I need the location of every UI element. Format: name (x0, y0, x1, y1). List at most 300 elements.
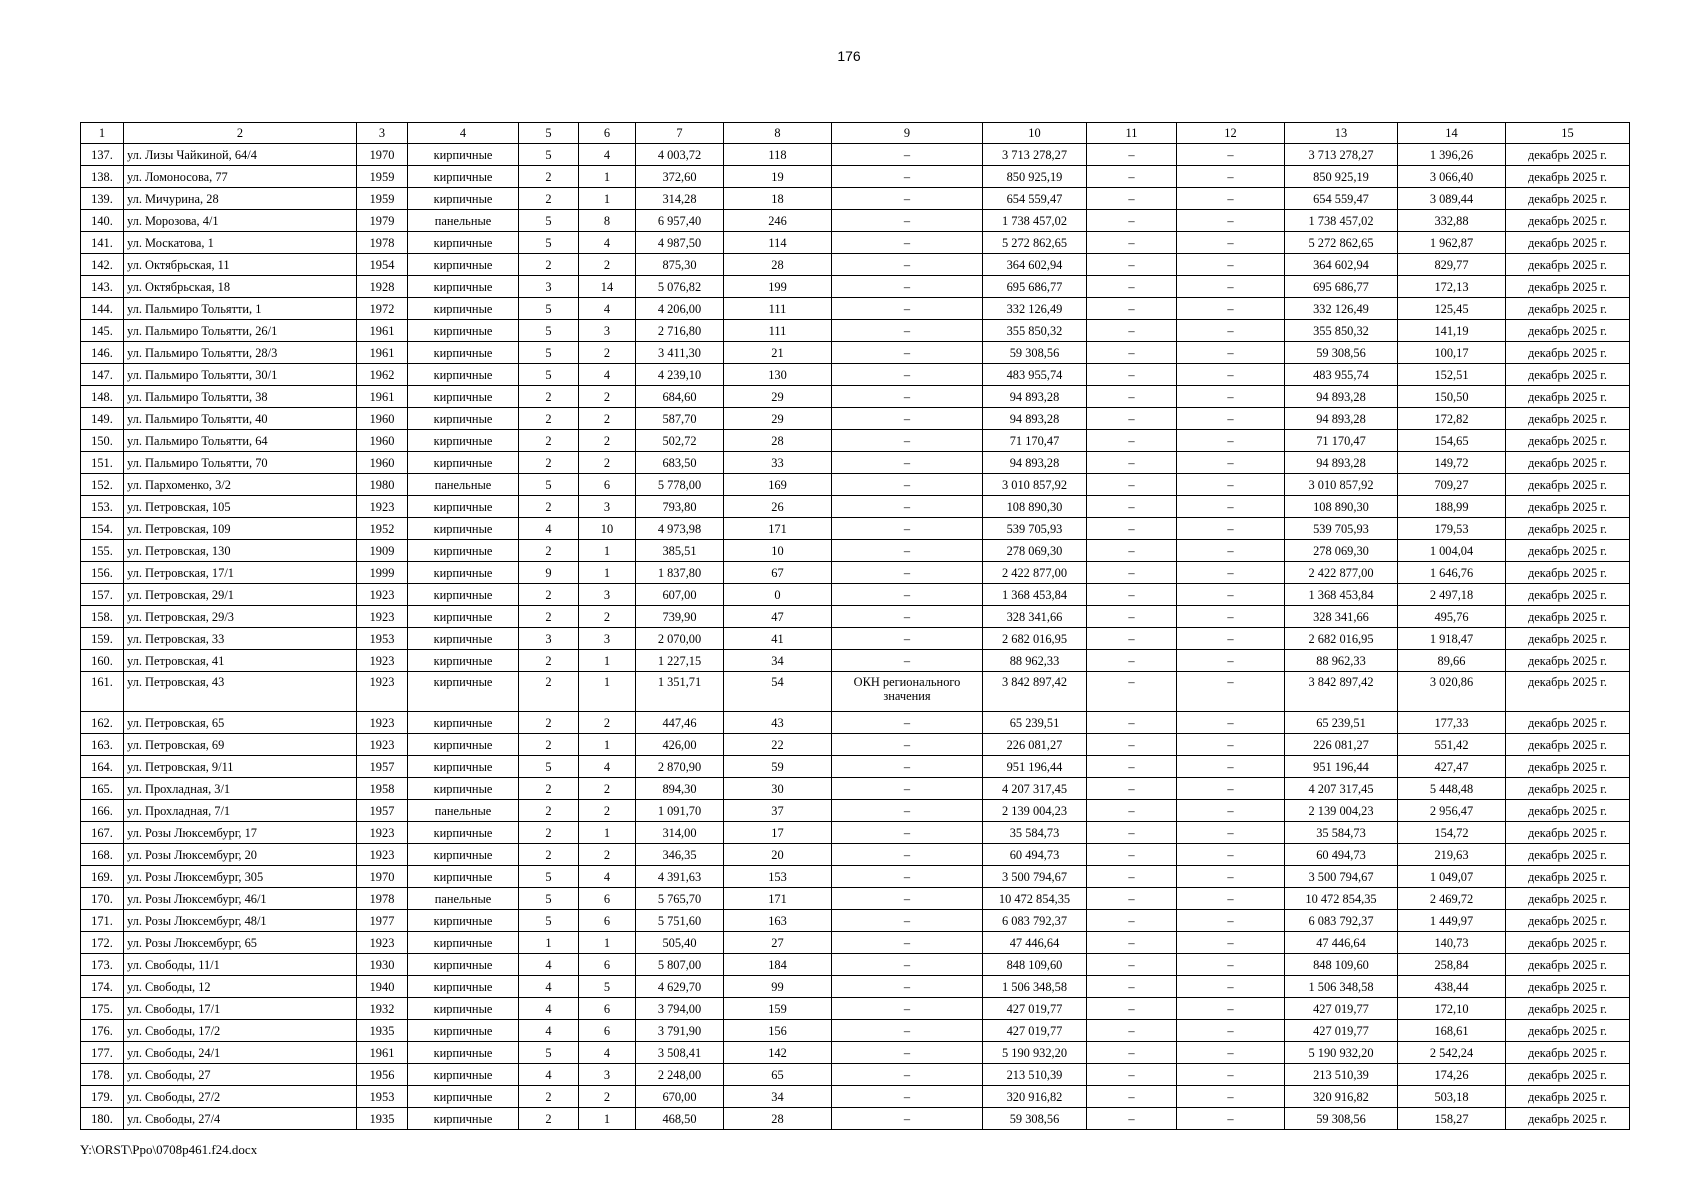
table-cell-col-5: 4 (519, 518, 579, 540)
table-cell-col-10: 94 893,28 (983, 452, 1087, 474)
table-cell-col-14: 140,73 (1398, 932, 1506, 954)
table-cell-col-7: 5 778,00 (636, 474, 724, 496)
table-cell-col-8: 34 (724, 1086, 832, 1108)
table-cell-col-3: 1953 (357, 628, 408, 650)
table-row (81, 430, 1630, 452)
table-cell-col-7: 2 870,90 (636, 756, 724, 778)
table-row (81, 910, 1630, 932)
table-cell-col-6: 2 (579, 606, 636, 628)
table-cell-col-9: – (832, 320, 983, 342)
table-cell-col-3: 1962 (357, 364, 408, 386)
table-cell-col-10: 850 925,19 (983, 166, 1087, 188)
table-cell-col-15: декабрь 2025 г. (1506, 210, 1630, 232)
table-cell-col-8: 199 (724, 276, 832, 298)
table-cell-col-2: ул. Пальмиро Тольятти, 40 (124, 408, 357, 430)
table-cell-col-10: 427 019,77 (983, 998, 1087, 1020)
table-cell-col-15: декабрь 2025 г. (1506, 166, 1630, 188)
table-cell-col-6: 2 (579, 1086, 636, 1108)
table-cell-col-14: 172,82 (1398, 408, 1506, 430)
table-cell-col-7: 793,80 (636, 496, 724, 518)
table-cell-col-10: 355 850,32 (983, 320, 1087, 342)
table-cell-col-5: 2 (519, 166, 579, 188)
table-cell-col-7: 3 791,90 (636, 1020, 724, 1042)
table-cell-col-15: декабрь 2025 г. (1506, 430, 1630, 452)
table-cell-col-9: – (832, 408, 983, 430)
table-cell-col-4: кирпичные (408, 452, 519, 474)
table-cell-col-6: 4 (579, 756, 636, 778)
table-cell-col-11: – (1087, 144, 1177, 166)
table-cell-col-14: 258,84 (1398, 954, 1506, 976)
table-cell-col-12: – (1177, 672, 1285, 712)
table-cell-col-4: кирпичные (408, 342, 519, 364)
table-cell-col-15: декабрь 2025 г. (1506, 844, 1630, 866)
table-cell-col-1: 165. (81, 778, 124, 800)
table-row (81, 756, 1630, 778)
table-cell-col-14: 1 449,97 (1398, 910, 1506, 932)
table-cell-col-13: 5 190 932,20 (1285, 1042, 1398, 1064)
table-row (81, 1064, 1630, 1086)
table-cell-col-1: 154. (81, 518, 124, 540)
table-cell-col-2: ул. Петровская, 9/11 (124, 756, 357, 778)
table-cell-col-13: 3 010 857,92 (1285, 474, 1398, 496)
table-cell-col-3: 1923 (357, 822, 408, 844)
table-cell-col-7: 607,00 (636, 584, 724, 606)
table-cell-col-12: – (1177, 188, 1285, 210)
table-cell-col-13: 1 738 457,02 (1285, 210, 1398, 232)
table-cell-col-3: 1953 (357, 1086, 408, 1108)
table-cell-col-10: 5 190 932,20 (983, 1042, 1087, 1064)
table-cell-col-2: ул. Лизы Чайкиной, 64/4 (124, 144, 357, 166)
table-cell-col-5: 2 (519, 188, 579, 210)
table-cell-col-11: – (1087, 1086, 1177, 1108)
table-cell-col-9: – (832, 540, 983, 562)
table-cell-col-6: 8 (579, 210, 636, 232)
table-cell-col-2: ул. Пальмиро Тольятти, 1 (124, 298, 357, 320)
table-cell-col-5: 2 (519, 1086, 579, 1108)
table-row (81, 166, 1630, 188)
table-cell-col-5: 4 (519, 1020, 579, 1042)
table-cell-col-3: 1960 (357, 430, 408, 452)
table-cell-col-2: ул. Пальмиро Тольятти, 28/3 (124, 342, 357, 364)
table-cell-col-9: – (832, 232, 983, 254)
table-cell-col-1: 148. (81, 386, 124, 408)
table-cell-col-4: кирпичные (408, 606, 519, 628)
table-cell-col-11: – (1087, 474, 1177, 496)
table-cell-col-9: – (832, 1064, 983, 1086)
table-cell-col-2: ул. Петровская, 29/1 (124, 584, 357, 606)
table-cell-col-11: – (1087, 386, 1177, 408)
table-cell-col-11: – (1087, 822, 1177, 844)
table-cell-col-11: – (1087, 628, 1177, 650)
table-cell-col-15: декабрь 2025 г. (1506, 888, 1630, 910)
table-cell-col-13: 3 842 897,42 (1285, 672, 1398, 712)
table-cell-col-4: панельные (408, 888, 519, 910)
table-cell-col-13: 1 506 348,58 (1285, 976, 1398, 998)
table-cell-col-12: – (1177, 364, 1285, 386)
table-cell-col-8: 29 (724, 408, 832, 430)
table-cell-col-9: – (832, 756, 983, 778)
table-cell-col-14: 1 004,04 (1398, 540, 1506, 562)
table-cell-col-5: 2 (519, 430, 579, 452)
table-cell-col-5: 4 (519, 976, 579, 998)
table-cell-col-2: ул. Розы Люксембург, 65 (124, 932, 357, 954)
table-cell-col-8: 26 (724, 496, 832, 518)
table-cell-col-13: 94 893,28 (1285, 408, 1398, 430)
column-header-3: 3 (357, 123, 408, 144)
table-cell-col-5: 2 (519, 650, 579, 672)
table-cell-col-1: 150. (81, 430, 124, 452)
table-cell-col-11: – (1087, 408, 1177, 430)
table-cell-col-8: 34 (724, 650, 832, 672)
table-cell-col-8: 29 (724, 386, 832, 408)
table-cell-col-6: 1 (579, 932, 636, 954)
table-cell-col-7: 875,30 (636, 254, 724, 276)
table-cell-col-9: – (832, 364, 983, 386)
table-cell-col-11: – (1087, 910, 1177, 932)
table-cell-col-12: – (1177, 866, 1285, 888)
table-cell-col-4: кирпичные (408, 672, 519, 712)
table-cell-col-4: кирпичные (408, 976, 519, 998)
table-cell-col-15: декабрь 2025 г. (1506, 474, 1630, 496)
table-cell-col-6: 3 (579, 1064, 636, 1086)
table-cell-col-6: 4 (579, 232, 636, 254)
table-cell-col-9: – (832, 910, 983, 932)
table-cell-col-1: 166. (81, 800, 124, 822)
table-row (81, 276, 1630, 298)
table-cell-col-14: 177,33 (1398, 712, 1506, 734)
table-row (81, 998, 1630, 1020)
table-cell-col-10: 2 422 877,00 (983, 562, 1087, 584)
column-header-2: 2 (124, 123, 357, 144)
table-cell-col-9: – (832, 888, 983, 910)
table-cell-col-2: ул. Пальмиро Тольятти, 30/1 (124, 364, 357, 386)
table-row (81, 1108, 1630, 1130)
table-cell-col-15: декабрь 2025 г. (1506, 954, 1630, 976)
table-cell-col-15: декабрь 2025 г. (1506, 932, 1630, 954)
table-cell-col-13: 332 126,49 (1285, 298, 1398, 320)
column-header-1: 1 (81, 123, 124, 144)
table-cell-col-15: декабрь 2025 г. (1506, 386, 1630, 408)
column-header-15: 15 (1506, 123, 1630, 144)
table-cell-col-14: 152,51 (1398, 364, 1506, 386)
table-cell-col-7: 670,00 (636, 1086, 724, 1108)
table-cell-col-3: 1959 (357, 188, 408, 210)
table-cell-col-13: 320 916,82 (1285, 1086, 1398, 1108)
table-cell-col-9: – (832, 650, 983, 672)
table-cell-col-12: – (1177, 606, 1285, 628)
table-cell-col-5: 2 (519, 408, 579, 430)
table-cell-col-15: декабрь 2025 г. (1506, 734, 1630, 756)
table-cell-col-5: 5 (519, 888, 579, 910)
table-cell-col-1: 163. (81, 734, 124, 756)
table-cell-col-10: 3 713 278,27 (983, 144, 1087, 166)
table-cell-col-9: ОКН регионального значения (832, 672, 983, 712)
table-cell-col-13: 213 510,39 (1285, 1064, 1398, 1086)
table-cell-col-8: 28 (724, 430, 832, 452)
table-cell-col-15: декабрь 2025 г. (1506, 1108, 1630, 1130)
table-cell-col-4: кирпичные (408, 276, 519, 298)
table-cell-col-15: декабрь 2025 г. (1506, 232, 1630, 254)
table-cell-col-7: 3 411,30 (636, 342, 724, 364)
table-cell-col-1: 170. (81, 888, 124, 910)
table-cell-col-2: ул. Розы Люксембург, 305 (124, 866, 357, 888)
column-header-11: 11 (1087, 123, 1177, 144)
table-cell-col-12: – (1177, 1108, 1285, 1130)
table-cell-col-2: ул. Свободы, 11/1 (124, 954, 357, 976)
table-cell-col-10: 65 239,51 (983, 712, 1087, 734)
table-cell-col-12: – (1177, 756, 1285, 778)
table-row (81, 540, 1630, 562)
table-row (81, 320, 1630, 342)
table-cell-col-14: 709,27 (1398, 474, 1506, 496)
table-cell-col-3: 1928 (357, 276, 408, 298)
table-row (81, 734, 1630, 756)
table-cell-col-11: – (1087, 430, 1177, 452)
table-cell-col-14: 1 646,76 (1398, 562, 1506, 584)
table-cell-col-15: декабрь 2025 г. (1506, 276, 1630, 298)
table-cell-col-1: 173. (81, 954, 124, 976)
table-cell-col-7: 4 003,72 (636, 144, 724, 166)
table-cell-col-8: 246 (724, 210, 832, 232)
table-cell-col-12: – (1177, 342, 1285, 364)
table-cell-col-14: 332,88 (1398, 210, 1506, 232)
table-cell-col-9: – (832, 144, 983, 166)
table-cell-col-13: 850 925,19 (1285, 166, 1398, 188)
table-cell-col-15: декабрь 2025 г. (1506, 778, 1630, 800)
table-cell-col-2: ул. Октябрьская, 11 (124, 254, 357, 276)
table-cell-col-13: 427 019,77 (1285, 998, 1398, 1020)
table-cell-col-9: – (832, 712, 983, 734)
table-cell-col-7: 5 751,60 (636, 910, 724, 932)
table-cell-col-12: – (1177, 276, 1285, 298)
table-cell-col-6: 4 (579, 144, 636, 166)
table-cell-col-10: 1 738 457,02 (983, 210, 1087, 232)
table-cell-col-14: 2 956,47 (1398, 800, 1506, 822)
table-cell-col-1: 141. (81, 232, 124, 254)
table-cell-col-4: кирпичные (408, 188, 519, 210)
table-cell-col-7: 4 239,10 (636, 364, 724, 386)
table-cell-col-5: 5 (519, 210, 579, 232)
table-cell-col-1: 145. (81, 320, 124, 342)
table-cell-col-7: 1 091,70 (636, 800, 724, 822)
table-cell-col-15: декабрь 2025 г. (1506, 998, 1630, 1020)
table-cell-col-7: 3 508,41 (636, 1042, 724, 1064)
table-cell-col-7: 4 629,70 (636, 976, 724, 998)
table-cell-col-12: – (1177, 1042, 1285, 1064)
table-cell-col-6: 2 (579, 712, 636, 734)
table-cell-col-11: – (1087, 650, 1177, 672)
table-cell-col-7: 372,60 (636, 166, 724, 188)
table-cell-col-5: 4 (519, 954, 579, 976)
table-cell-col-3: 1923 (357, 712, 408, 734)
table-cell-col-10: 5 272 862,65 (983, 232, 1087, 254)
table-cell-col-13: 94 893,28 (1285, 452, 1398, 474)
table-cell-col-3: 1978 (357, 888, 408, 910)
table-cell-col-10: 47 446,64 (983, 932, 1087, 954)
table-cell-col-15: декабрь 2025 г. (1506, 976, 1630, 998)
table-cell-col-8: 10 (724, 540, 832, 562)
table-cell-col-13: 654 559,47 (1285, 188, 1398, 210)
table-cell-col-4: кирпичные (408, 144, 519, 166)
table-cell-col-3: 1961 (357, 342, 408, 364)
table-cell-col-8: 163 (724, 910, 832, 932)
table-cell-col-5: 3 (519, 628, 579, 650)
table-cell-col-13: 59 308,56 (1285, 342, 1398, 364)
table-cell-col-6: 2 (579, 778, 636, 800)
table-cell-col-4: кирпичные (408, 1108, 519, 1130)
table-cell-col-13: 4 207 317,45 (1285, 778, 1398, 800)
table-cell-col-7: 6 957,40 (636, 210, 724, 232)
table-cell-col-14: 1 918,47 (1398, 628, 1506, 650)
table-cell-col-13: 60 494,73 (1285, 844, 1398, 866)
table-cell-col-14: 1 396,26 (1398, 144, 1506, 166)
column-header-9: 9 (832, 123, 983, 144)
table-cell-col-13: 2 682 016,95 (1285, 628, 1398, 650)
table-cell-col-9: – (832, 1108, 983, 1130)
table-cell-col-1: 138. (81, 166, 124, 188)
column-header-6: 6 (579, 123, 636, 144)
table-cell-col-6: 3 (579, 628, 636, 650)
table-cell-col-13: 328 341,66 (1285, 606, 1398, 628)
table-cell-col-7: 894,30 (636, 778, 724, 800)
table-cell-col-15: декабрь 2025 г. (1506, 1020, 1630, 1042)
table-cell-col-9: – (832, 298, 983, 320)
table-cell-col-6: 1 (579, 1108, 636, 1130)
table-cell-col-15: декабрь 2025 г. (1506, 756, 1630, 778)
table-cell-col-13: 539 705,93 (1285, 518, 1398, 540)
table-cell-col-7: 4 391,63 (636, 866, 724, 888)
table-cell-col-1: 168. (81, 844, 124, 866)
table-cell-col-3: 1961 (357, 320, 408, 342)
table-cell-col-14: 188,99 (1398, 496, 1506, 518)
table-cell-col-10: 427 019,77 (983, 1020, 1087, 1042)
table-cell-col-4: кирпичные (408, 364, 519, 386)
table-cell-col-11: – (1087, 166, 1177, 188)
table-row (81, 1086, 1630, 1108)
table-cell-col-14: 3 089,44 (1398, 188, 1506, 210)
table-cell-col-12: – (1177, 320, 1285, 342)
table-cell-col-1: 160. (81, 650, 124, 672)
table-cell-col-7: 5 807,00 (636, 954, 724, 976)
table-cell-col-7: 505,40 (636, 932, 724, 954)
table-cell-col-11: – (1087, 606, 1177, 628)
table-cell-col-14: 149,72 (1398, 452, 1506, 474)
table-cell-col-4: кирпичные (408, 756, 519, 778)
table-cell-col-10: 94 893,28 (983, 386, 1087, 408)
table-cell-col-3: 1957 (357, 756, 408, 778)
table-cell-col-2: ул. Петровская, 109 (124, 518, 357, 540)
table-cell-col-7: 2 070,00 (636, 628, 724, 650)
table-cell-col-5: 5 (519, 756, 579, 778)
table-row (81, 800, 1630, 822)
table-cell-col-8: 159 (724, 998, 832, 1020)
table-cell-col-3: 1932 (357, 998, 408, 1020)
table-row (81, 518, 1630, 540)
table-cell-col-4: кирпичные (408, 866, 519, 888)
table-cell-col-15: декабрь 2025 г. (1506, 1064, 1630, 1086)
table-cell-col-13: 108 890,30 (1285, 496, 1398, 518)
table-cell-col-13: 65 239,51 (1285, 712, 1398, 734)
table-cell-col-3: 1978 (357, 232, 408, 254)
table-cell-col-8: 169 (724, 474, 832, 496)
table-cell-col-11: – (1087, 1020, 1177, 1042)
table-cell-col-14: 3 020,86 (1398, 672, 1506, 712)
table-row (81, 628, 1630, 650)
table-cell-col-12: – (1177, 650, 1285, 672)
table-cell-col-8: 28 (724, 1108, 832, 1130)
table-cell-col-15: декабрь 2025 г. (1506, 822, 1630, 844)
table-cell-col-4: кирпичные (408, 254, 519, 276)
table-cell-col-6: 2 (579, 254, 636, 276)
table-cell-col-11: – (1087, 584, 1177, 606)
table-cell-col-12: – (1177, 976, 1285, 998)
table-cell-col-14: 2 542,24 (1398, 1042, 1506, 1064)
table-cell-col-3: 1923 (357, 672, 408, 712)
table-cell-col-15: декабрь 2025 г. (1506, 496, 1630, 518)
table-cell-col-14: 89,66 (1398, 650, 1506, 672)
table-cell-col-5: 2 (519, 778, 579, 800)
table-cell-col-9: – (832, 166, 983, 188)
table-cell-col-9: – (832, 866, 983, 888)
table-cell-col-6: 2 (579, 408, 636, 430)
table-cell-col-15: декабрь 2025 г. (1506, 254, 1630, 276)
table-cell-col-4: кирпичные (408, 518, 519, 540)
table-cell-col-2: ул. Пальмиро Тольятти, 26/1 (124, 320, 357, 342)
table-cell-col-9: – (832, 254, 983, 276)
table-cell-col-13: 3 500 794,67 (1285, 866, 1398, 888)
table-cell-col-7: 1 227,15 (636, 650, 724, 672)
table-cell-col-8: 18 (724, 188, 832, 210)
table-cell-col-1: 140. (81, 210, 124, 232)
table-cell-col-8: 142 (724, 1042, 832, 1064)
table-cell-col-11: – (1087, 1064, 1177, 1086)
table-cell-col-12: – (1177, 166, 1285, 188)
table-cell-col-3: 1923 (357, 650, 408, 672)
table-cell-col-12: – (1177, 778, 1285, 800)
table-cell-col-4: кирпичные (408, 584, 519, 606)
table-cell-col-15: декабрь 2025 г. (1506, 1042, 1630, 1064)
table-cell-col-1: 179. (81, 1086, 124, 1108)
table-cell-col-7: 502,72 (636, 430, 724, 452)
table-cell-col-8: 67 (724, 562, 832, 584)
table-row (81, 976, 1630, 998)
table-cell-col-2: ул. Розы Люксембург, 17 (124, 822, 357, 844)
table-cell-col-1: 157. (81, 584, 124, 606)
table-row (81, 298, 1630, 320)
table-cell-col-14: 168,61 (1398, 1020, 1506, 1042)
table-cell-col-7: 385,51 (636, 540, 724, 562)
table-cell-col-4: кирпичные (408, 998, 519, 1020)
table-cell-col-15: декабрь 2025 г. (1506, 364, 1630, 386)
table-cell-col-5: 2 (519, 822, 579, 844)
table-row (81, 822, 1630, 844)
table-cell-col-1: 142. (81, 254, 124, 276)
table-cell-col-14: 427,47 (1398, 756, 1506, 778)
table-cell-col-5: 2 (519, 1108, 579, 1130)
table-row (81, 474, 1630, 496)
table-cell-col-10: 3 842 897,42 (983, 672, 1087, 712)
table-row (81, 932, 1630, 954)
table-cell-col-12: – (1177, 232, 1285, 254)
table-cell-col-7: 683,50 (636, 452, 724, 474)
table-cell-col-4: кирпичные (408, 910, 519, 932)
table-cell-col-3: 1977 (357, 910, 408, 932)
table-cell-col-2: ул. Свободы, 27/4 (124, 1108, 357, 1130)
table-cell-col-12: – (1177, 628, 1285, 650)
table-cell-col-15: декабрь 2025 г. (1506, 712, 1630, 734)
table-cell-col-1: 171. (81, 910, 124, 932)
table-cell-col-2: ул. Пальмиро Тольятти, 70 (124, 452, 357, 474)
